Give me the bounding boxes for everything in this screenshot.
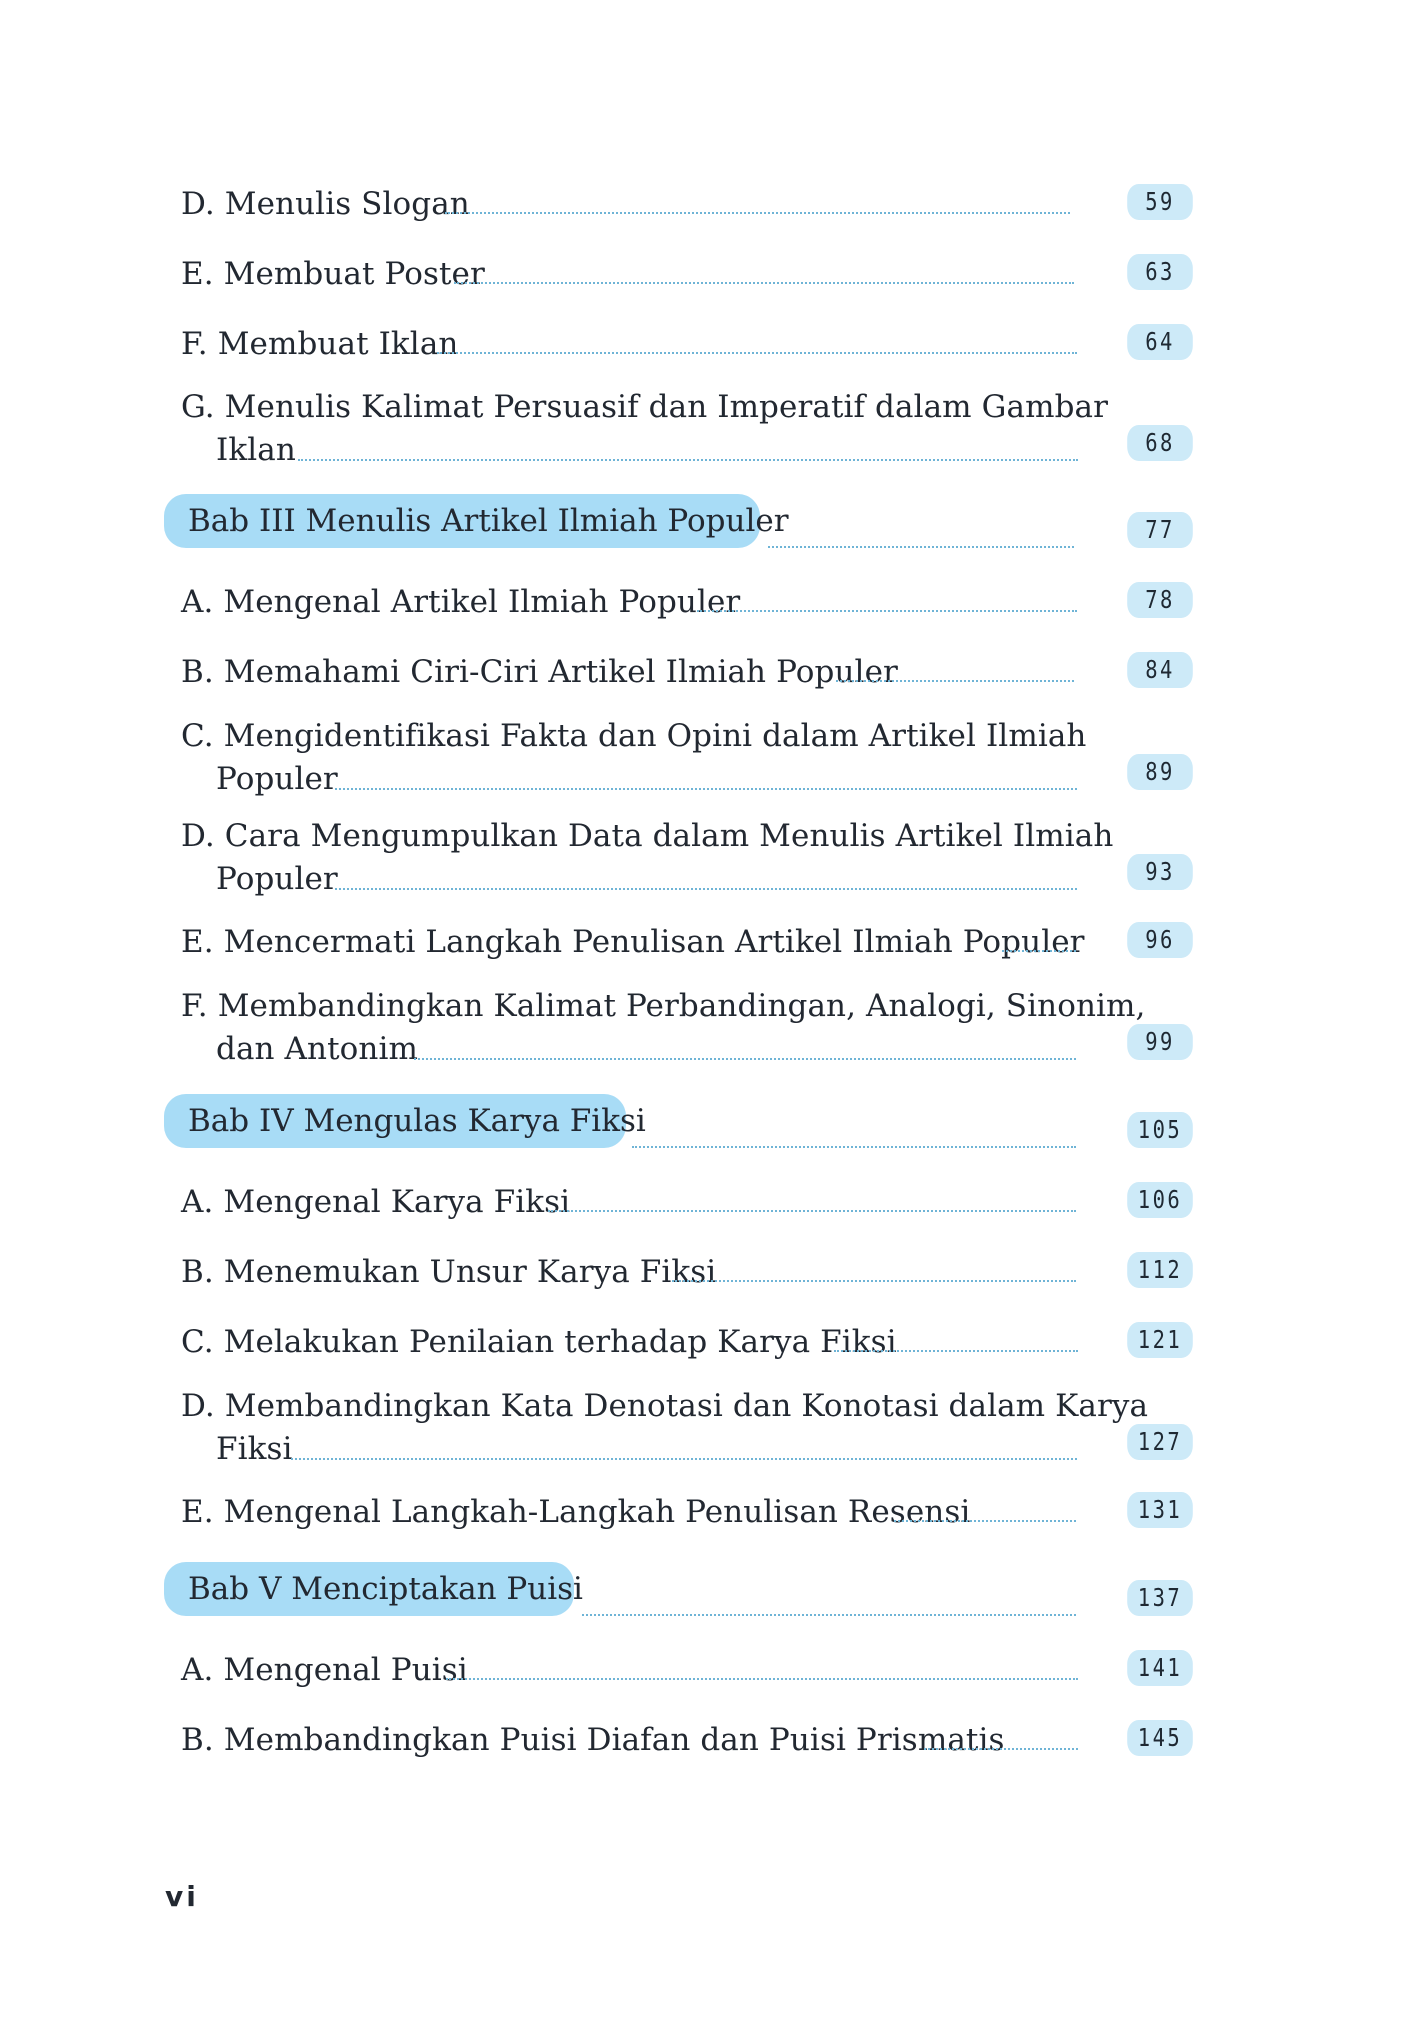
dot-leader xyxy=(924,1748,1078,1750)
dot-leader xyxy=(1002,950,1076,952)
chapter-title: Bab V Menciptakan Puisi xyxy=(188,1571,583,1607)
dot-leader xyxy=(446,1678,1078,1680)
page-number-badge: 106 xyxy=(1127,1182,1193,1218)
toc-entry-label: F. Membuat Iklan xyxy=(181,326,459,362)
dot-leader xyxy=(834,1350,1078,1352)
toc-entry-label-line2: Iklan xyxy=(216,432,296,468)
dot-leader xyxy=(632,1146,1076,1148)
chapter-title: Bab IV Mengulas Karya Fiksi xyxy=(188,1103,646,1139)
page-number-badge: 99 xyxy=(1127,1024,1193,1060)
toc-entry-label-line1: D. Cara Mengumpulkan Data dalam Menulis Artikel Ilmiah xyxy=(181,818,1114,854)
toc-entry-label-line1: G. Menulis Kalimat Persuasif dan Imperatif dalam Gambar xyxy=(181,389,1109,425)
toc-entry-label-line1: D. Membandingkan Kata Denotasi dan Konotasi dalam Karya xyxy=(181,1388,1149,1424)
toc-entry-label: A. Mengenal Karya Fiksi xyxy=(181,1184,571,1220)
toc-entry-label: B. Menemukan Unsur Karya Fiksi xyxy=(181,1254,717,1290)
page-number-badge: 112 xyxy=(1127,1252,1193,1288)
toc-entry-label: D. Menulis Slogan xyxy=(181,186,470,222)
dot-leader xyxy=(335,788,1077,790)
page-number-badge: 145 xyxy=(1127,1720,1193,1756)
page-number-badge: 64 xyxy=(1127,324,1193,360)
page-number-badge: 68 xyxy=(1127,425,1193,461)
toc-entry-label: A. Mengenal Artikel Ilmiah Populer xyxy=(181,584,741,620)
dot-leader xyxy=(291,1458,1077,1460)
toc-entry-label-line2: Fiksi xyxy=(216,1431,293,1467)
dot-leader xyxy=(768,546,1074,548)
page-number-badge: 77 xyxy=(1127,512,1193,548)
page-folio-number: vi xyxy=(165,1880,199,1913)
page-number-badge: 84 xyxy=(1127,652,1193,688)
toc-entry-label: C. Melakukan Penilaian terhadap Karya Fiksi xyxy=(181,1324,897,1360)
dot-leader xyxy=(672,1280,1076,1282)
dot-leader xyxy=(298,459,1078,461)
page-number-badge: 93 xyxy=(1127,854,1193,890)
page-number-badge: 127 xyxy=(1127,1424,1193,1460)
page-number-badge: 105 xyxy=(1127,1112,1193,1148)
dot-leader xyxy=(437,352,1077,354)
toc-entry-label: E. Mencermati Langkah Penulisan Artikel Ilmiah Populer xyxy=(181,924,1085,960)
page-number-badge: 89 xyxy=(1127,754,1193,790)
toc-entry-label: E. Membuat Poster xyxy=(181,256,485,292)
dot-leader xyxy=(335,888,1077,890)
page-number-badge: 59 xyxy=(1127,184,1193,220)
toc-entry-label-line2: Populer xyxy=(216,761,338,797)
dot-leader xyxy=(582,1614,1076,1616)
toc-entry-label: A. Mengenal Puisi xyxy=(181,1652,468,1688)
page-number-badge: 96 xyxy=(1127,922,1193,958)
page-number-badge: 78 xyxy=(1127,582,1193,618)
toc-entry-label-line1: F. Membandingkan Kalimat Perbandingan, Analogi, Sinonim, xyxy=(181,988,1146,1024)
toc-entry-label-line2: dan Antonim xyxy=(216,1031,418,1067)
toc-entry-label-line1: C. Mengidentifikasi Fakta dan Opini dalam Artikel Ilmiah xyxy=(181,718,1087,754)
dot-leader xyxy=(454,282,1074,284)
page-number-badge: 63 xyxy=(1127,254,1193,290)
toc-entry-label-line2: Populer xyxy=(216,861,338,897)
dot-leader xyxy=(445,212,1070,214)
page-number-badge: 141 xyxy=(1127,1650,1193,1686)
toc-entry-label: B. Membandingkan Puisi Diafan dan Puisi Prismatis xyxy=(181,1722,1005,1758)
page-number-badge: 137 xyxy=(1127,1580,1193,1616)
toc-entry-label: B. Memahami Ciri-Ciri Artikel Ilmiah Populer xyxy=(181,654,898,690)
page-number-badge: 131 xyxy=(1127,1492,1193,1528)
dot-leader xyxy=(697,610,1077,612)
dot-leader xyxy=(414,1058,1076,1060)
dot-leader xyxy=(548,1210,1076,1212)
page-number-badge: 121 xyxy=(1127,1322,1193,1358)
dot-leader xyxy=(836,680,1074,682)
toc-entry-label: E. Mengenal Langkah-Langkah Penulisan Resensi xyxy=(181,1494,971,1530)
chapter-title: Bab III Menulis Artikel Ilmiah Populer xyxy=(188,503,789,539)
dot-leader xyxy=(894,1520,1076,1522)
